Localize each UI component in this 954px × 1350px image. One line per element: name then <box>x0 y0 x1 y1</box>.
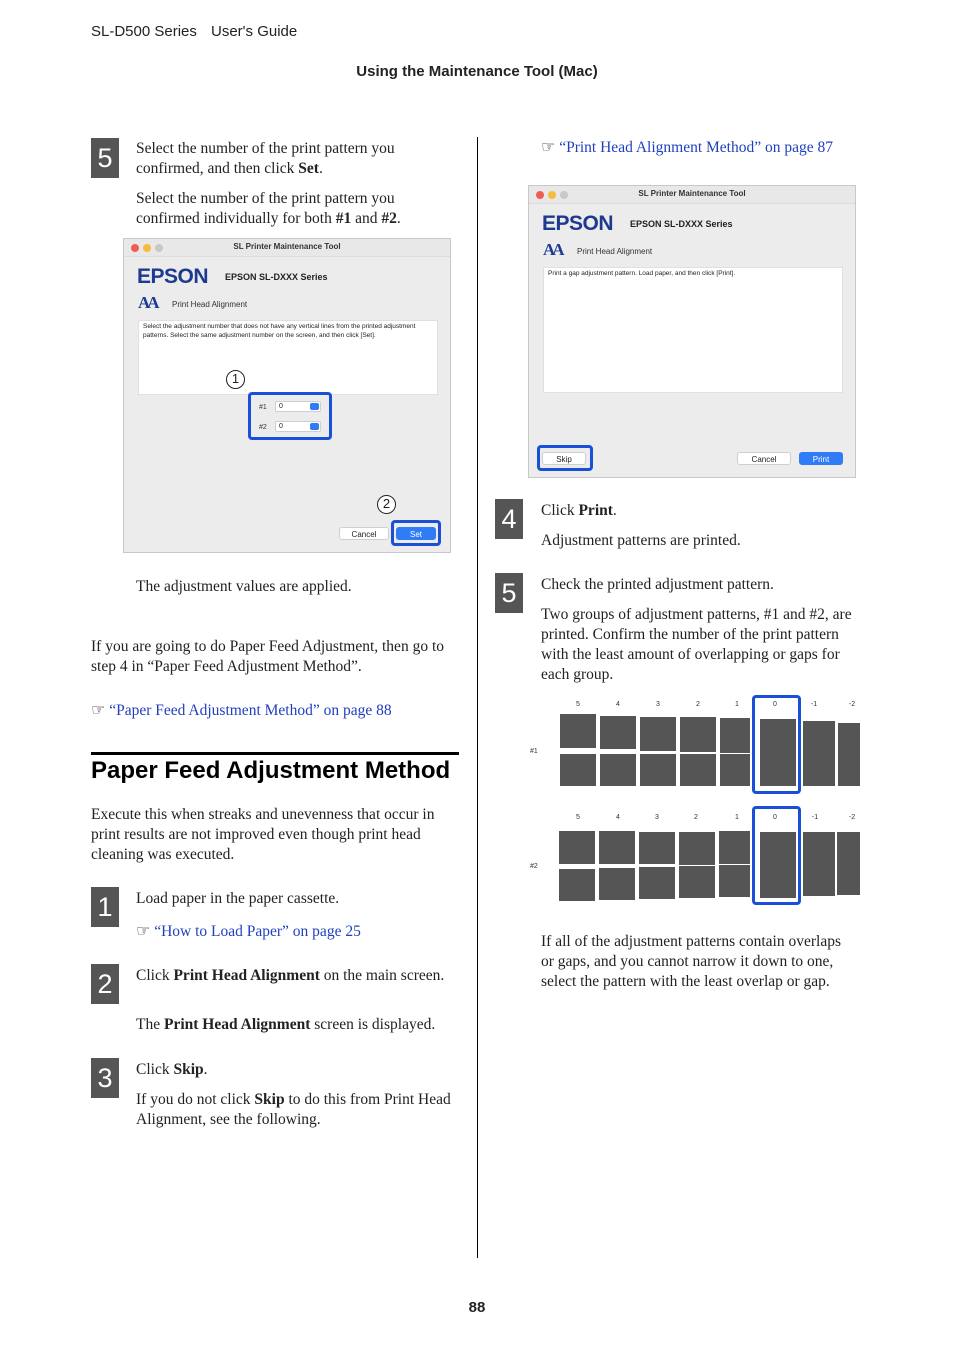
step-number: 1 <box>91 887 119 927</box>
skip-button[interactable]: Skip <box>542 452 586 465</box>
pattern-block <box>837 832 860 895</box>
epson-logo: EPSON <box>137 265 209 288</box>
pattern-label: -2 <box>848 701 856 708</box>
step-number: 2 <box>91 964 119 1004</box>
pattern-block <box>560 754 596 786</box>
step3-detail: If you do not click Skip to do this from Print Head Alignment, see the following. <box>136 1091 451 1128</box>
step2-instruction: Click Print Head Alignment on the main screen. <box>136 967 445 984</box>
adjustment-pattern-figure <box>530 695 865 910</box>
maintenance-tool-window-set <box>123 238 451 553</box>
step-number: 5 <box>495 573 523 613</box>
header-guide: User's Guide <box>211 23 298 40</box>
pattern-block <box>680 754 716 786</box>
header-product: SL-D500 Series <box>91 23 197 40</box>
section-intro: Execute this when streaks and unevenness that occur in print results are not improved even though print head cleaning was executed. <box>91 806 435 863</box>
step2-result: The Print Head Alignment screen is displayed. <box>136 1016 436 1033</box>
step5-detail: Select the number of the print pattern you confirmed individually for both #1 and #2. <box>136 190 401 227</box>
pattern-block <box>600 716 636 749</box>
step4-instruction: Click Print. <box>541 502 617 519</box>
message-panel: Print a gap adjustment pattern. Load paper, and then click [Print]. <box>543 267 843 393</box>
skip-highlight <box>537 445 593 471</box>
pattern-block <box>680 717 716 752</box>
pattern-block <box>838 723 860 786</box>
pattern-block <box>720 754 750 786</box>
step-number: 4 <box>495 499 523 539</box>
cancel-button[interactable]: Cancel <box>339 527 389 540</box>
print-button[interactable]: Print <box>799 452 843 465</box>
step5-instruction: Select the number of the print pattern you confirmed, and then click Set. <box>136 140 395 177</box>
fields-highlight <box>248 392 332 440</box>
alignment-icon: AA <box>138 293 157 312</box>
pattern-label: 5 <box>576 701 580 708</box>
step5-result: The adjustment values are applied. <box>136 578 352 595</box>
pattern-label: 1 <box>735 701 739 708</box>
pointing-hand-icon: ☞ <box>91 700 106 719</box>
print-head-alignment-link[interactable]: ☞ “Print Head Alignment Method” on page 87 <box>541 137 833 156</box>
step5-check: Check the printed adjustment pattern. <box>541 576 774 593</box>
pointing-hand-icon: ☞ <box>136 921 151 940</box>
pattern-block <box>679 866 715 898</box>
pattern-block <box>803 721 835 786</box>
epson-logo: EPSON <box>542 212 614 235</box>
pattern-label: -1 <box>811 814 819 821</box>
callout-marker-2: 2 <box>377 495 396 514</box>
pattern-block <box>640 717 676 751</box>
section-title: Paper Feed Adjustment Method <box>91 752 459 785</box>
pattern-label: 2 <box>696 701 700 708</box>
step1-link[interactable]: ☞ “How to Load Paper” on page 25 <box>136 921 361 940</box>
window-title: SL Printer Maintenance Tool <box>233 242 341 251</box>
window-title: SL Printer Maintenance Tool <box>638 189 746 198</box>
header-section: Using the Maintenance Tool (Mac) <box>356 63 598 80</box>
pattern-label: 0 <box>773 701 777 708</box>
step3-instruction: Click Skip. <box>136 1061 208 1078</box>
pattern-block <box>720 718 750 753</box>
window-titlebar <box>124 239 450 257</box>
pattern-label: 0 <box>773 814 777 821</box>
adjust-field-1[interactable]: 0 <box>275 401 321 412</box>
pattern-label: 4 <box>616 814 620 821</box>
screen-name: Print Head Alignment <box>172 300 248 309</box>
selected-pattern-highlight-1 <box>752 695 801 794</box>
pattern-block <box>600 754 636 786</box>
pattern-block <box>640 754 676 786</box>
field1-label: #1 <box>259 404 267 411</box>
pattern-block <box>599 868 635 900</box>
pattern-block <box>679 832 715 865</box>
selected-pattern-highlight-2 <box>752 806 801 905</box>
printer-series: EPSON SL-DXXX Series <box>630 219 733 229</box>
step1-instruction: Load paper in the paper cassette. <box>136 890 340 907</box>
paper-feed-link[interactable]: ☞ “Paper Feed Adjustment Method” on page 88 <box>91 700 392 719</box>
column-divider <box>477 137 478 1258</box>
step-number: 3 <box>91 1058 119 1098</box>
pattern-block <box>639 867 675 899</box>
callout-marker-1: 1 <box>226 370 245 389</box>
pattern-block <box>719 831 750 864</box>
pattern-block <box>559 831 595 864</box>
page-number: 88 <box>468 1299 486 1316</box>
pattern-block <box>639 832 675 864</box>
pattern-block <box>560 714 596 748</box>
pattern-label: 4 <box>616 701 620 708</box>
step5-final-note: If all of the adjustment patterns contain overlaps or gaps, and you cannot narrow it down to one, select the pattern with the least overlap or gap. <box>541 933 842 990</box>
set-highlight <box>391 520 441 546</box>
screen-name: Print Head Alignment <box>577 247 653 256</box>
pattern-block <box>719 865 750 897</box>
pattern-label: 5 <box>576 814 580 821</box>
pattern-block <box>559 869 595 901</box>
pattern-label: 3 <box>655 814 659 821</box>
set-button[interactable]: Set <box>396 527 436 540</box>
pattern-label: -1 <box>810 701 818 708</box>
alignment-icon: AA <box>543 240 562 259</box>
window-titlebar <box>529 186 855 204</box>
step-number: 5 <box>91 138 119 178</box>
cancel-button[interactable]: Cancel <box>737 452 791 465</box>
step4-result: Adjustment patterns are printed. <box>541 532 741 549</box>
pattern-label: 2 <box>694 814 698 821</box>
group-label-1: #1 <box>530 748 538 755</box>
maintenance-tool-window-print <box>528 185 856 478</box>
message-panel: Select the adjustment number that does not have any vertical lines from the printed adjustment patterns. Select the same adjustment number on the screen, and then click [Set]. <box>138 320 438 395</box>
printer-series: EPSON SL-DXXX Series <box>225 272 328 282</box>
pattern-label: -2 <box>848 814 856 821</box>
field2-label: #2 <box>259 424 267 431</box>
pattern-label: 1 <box>735 814 739 821</box>
pattern-label: 3 <box>656 701 660 708</box>
pointing-hand-icon: ☞ <box>541 137 556 156</box>
adjust-field-2[interactable]: 0 <box>275 421 321 432</box>
step5-detail-right: Two groups of adjustment patterns, #1 and #2, are printed. Confirm the number of the print pattern with the least amount of overlapping or gaps for each group. <box>541 606 852 683</box>
pattern-block <box>599 831 635 864</box>
paper-feed-note: If you are going to do Paper Feed Adjustment, then go to step 4 in “Paper Feed Adjustment Method”. <box>91 638 444 675</box>
pattern-block <box>803 832 835 896</box>
group-label-2: #2 <box>530 863 538 870</box>
